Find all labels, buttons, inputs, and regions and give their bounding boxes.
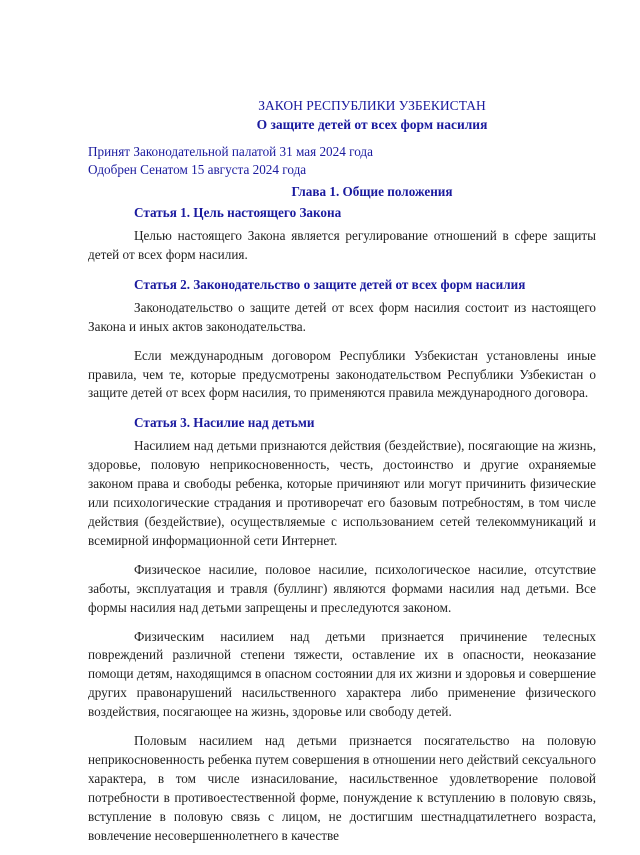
law-subtitle: О защите детей от всех форм насилия: [256, 117, 488, 132]
adoption-date: Принят Законодательной палатой 31 мая 2024 года: [88, 144, 373, 159]
approval-date: Одобрен Сенатом 15 августа 2024 года: [88, 162, 307, 177]
document-content: [88, 96, 596, 855]
article-paragraph: Половым насилием над детьми признается посягательство на половую неприкосновенность ребенка путем совершения в отношении него действий сексуального характера, в том числе изнасилование, насильственное удовлетворение половой потребности в противоестественной форме, понуждение к вступлению в половую связь, вступление в половую связь с лицом, не достигшим шестнадцатилетнего возраста, вовлечение несовершеннолетнего в качестве: [88, 733, 596, 843]
article-heading: Статья 3. Насилие над детьми: [134, 415, 315, 431]
chapter-heading: Глава 1. Общие положения: [291, 184, 453, 199]
law-title: ЗАКОН РЕСПУБЛИКИ УЗБЕКИСТАН: [258, 98, 486, 113]
article-paragraph: Насилием над детьми признаются действия (бездействие), посягающие на жизнь, здоровье, половую неприкосновенность, честь, достоинство и другие охраняемые законом права и свободы ребенка, которые причиняют или могут причинить физические или психологические страдания и противоречат его базовым потребностям, в том числе действия (бездействие), осуществляемые с использованием сетей телекоммуникаций и всемирной информационной сети Интернет.: [88, 438, 596, 548]
article-heading: Статья 2. Законодательство о защите детей от всех форм насилия: [134, 276, 526, 292]
article-paragraph: Целью настоящего Закона является регулирование отношений в сфере защиты детей от всех форм насилия.: [88, 228, 596, 262]
article-paragraph: Физическим насилием над детьми признается причинение телесных повреждений различной степени тяжести, оставление их в опасности, неоказание помощи детям, находящимся в опасном состоянии для их жизни и здоровья и совершение других правонарушений насильственного характера либо применение физического воздействия, посягающее на жизнь, здоровье или свободу детей.: [88, 628, 596, 720]
article-paragraph: Если международным договором Республики Узбекистан установлены иные правила, чем те, которые предусмотрены законодательством Республики Узбекистан о защите детей от всех форм насилия, то применяются правила международного договора.: [88, 347, 596, 401]
article-heading: Статья 1. Цель настоящего Закона: [134, 205, 342, 220]
article-paragraph: Физическое насилие, половое насилие, психологическое насилие, отсутствие заботы, эксплуатация и травля (буллинг) являются формами насилия над детьми. Все формы насилия над детьми запрещены и преследуются законом.: [88, 561, 596, 615]
article-paragraph: Законодательство о защите детей от всех форм насилия состоит из настоящего Закона и иных актов законодательства.: [88, 299, 596, 334]
